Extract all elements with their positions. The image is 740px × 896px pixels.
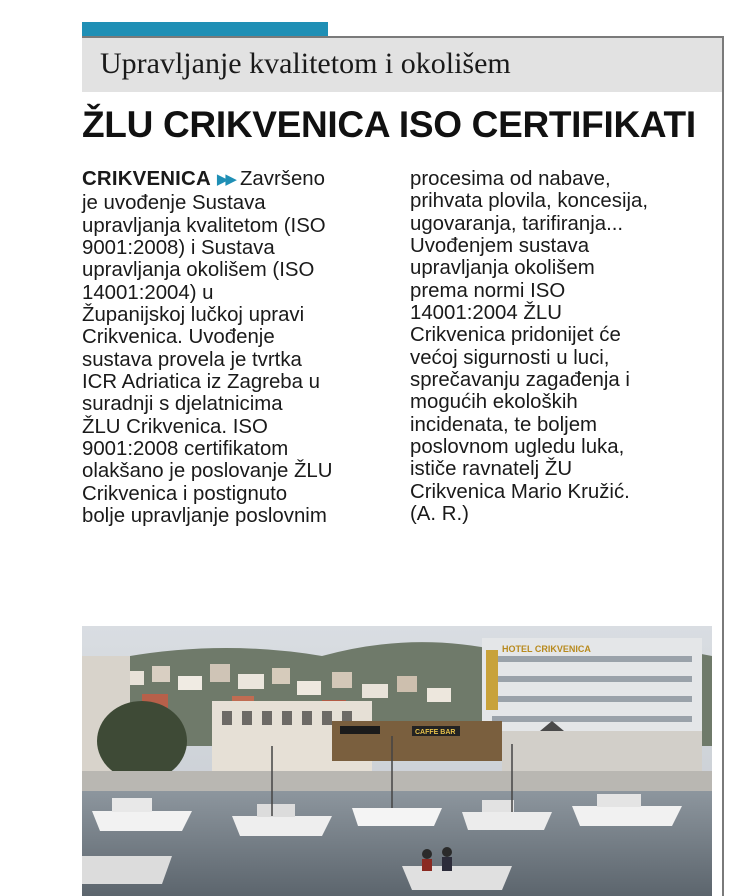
article-line: Županijskoj lučkoj upravi	[82, 304, 305, 327]
article-line: Uvođenjem sustava	[410, 235, 590, 258]
article-line: Crikvenica i postignuto	[82, 482, 288, 505]
article-line: Crikvenica pridonijet će	[410, 324, 621, 347]
article-line: (A. R.)	[410, 503, 469, 526]
article-line: prihvata plovila, koncesija,	[410, 190, 649, 213]
hotel-sign: HOTEL CRIKVENICA	[502, 644, 591, 654]
double-arrow-icon: ▶▶	[216, 171, 234, 188]
article-line: ICR Adriatica iz Zagreba u	[82, 371, 320, 394]
article-line: upravljanja okolišem (ISO	[82, 259, 315, 282]
article-headline: ŽLU CRIKVENICA ISO CERTIFIKATI	[82, 104, 696, 145]
article-line: sprečavanju zagađenja i	[410, 369, 630, 392]
article-line: ističe ravnatelj ŽU	[410, 458, 573, 481]
article-line: mogućih ekoloških	[410, 391, 578, 414]
article-line: suradnji s djelatnicima	[82, 393, 283, 416]
article-column-right	[410, 168, 710, 526]
frame-right-border	[722, 36, 724, 896]
article-line: poslovnom ugledu luka,	[410, 436, 625, 459]
article-line: bolje upravljanje poslovnim	[82, 505, 327, 528]
trees-left	[97, 701, 187, 781]
article-line: je uvođenje Sustava	[82, 192, 266, 215]
article-line: 14001:2004 ŽLU	[410, 302, 562, 325]
article-line: prema normi ISO	[410, 279, 566, 302]
article-line: olakšano je poslovanje ŽLU	[82, 460, 333, 483]
article-line: incidenata, te boljem	[410, 413, 598, 436]
article-column-left	[82, 168, 390, 528]
article-line: ugovaranja, tarifiranja...	[410, 212, 624, 235]
article-line: ŽLU Crikvenica. ISO	[82, 415, 268, 438]
quay	[82, 771, 712, 793]
cafe-sign: CAFFE BAR	[415, 729, 456, 736]
article-line: 9001:2008 certifikatom	[82, 438, 289, 461]
harbor-illustration	[82, 626, 712, 896]
article-first-line: CRIKVENICA ▶▶ Završeno	[82, 168, 325, 190]
dateline: CRIKVENICA	[82, 168, 211, 190]
article-line: procesima od nabave,	[410, 168, 611, 190]
article-line: upravljanja okolišem	[410, 257, 595, 280]
article-line: upravljanja kvalitetom (ISO	[82, 214, 326, 237]
article-line: sustava provela je tvrtka	[82, 348, 302, 371]
section-title: Upravljanje kvalitetom i okolišem	[100, 47, 511, 80]
article-line: 9001:2008) i Sustava	[82, 237, 275, 260]
article-line: Crikvenica Mario Kružić.	[410, 480, 630, 503]
harbor-photo	[82, 626, 712, 896]
section-accent-bar	[82, 22, 328, 36]
article-line: većoj sigurnosti u luci,	[410, 346, 610, 369]
article-line: 14001:2004) u	[82, 281, 214, 304]
article-line: Crikvenica. Uvođenje	[82, 326, 275, 349]
